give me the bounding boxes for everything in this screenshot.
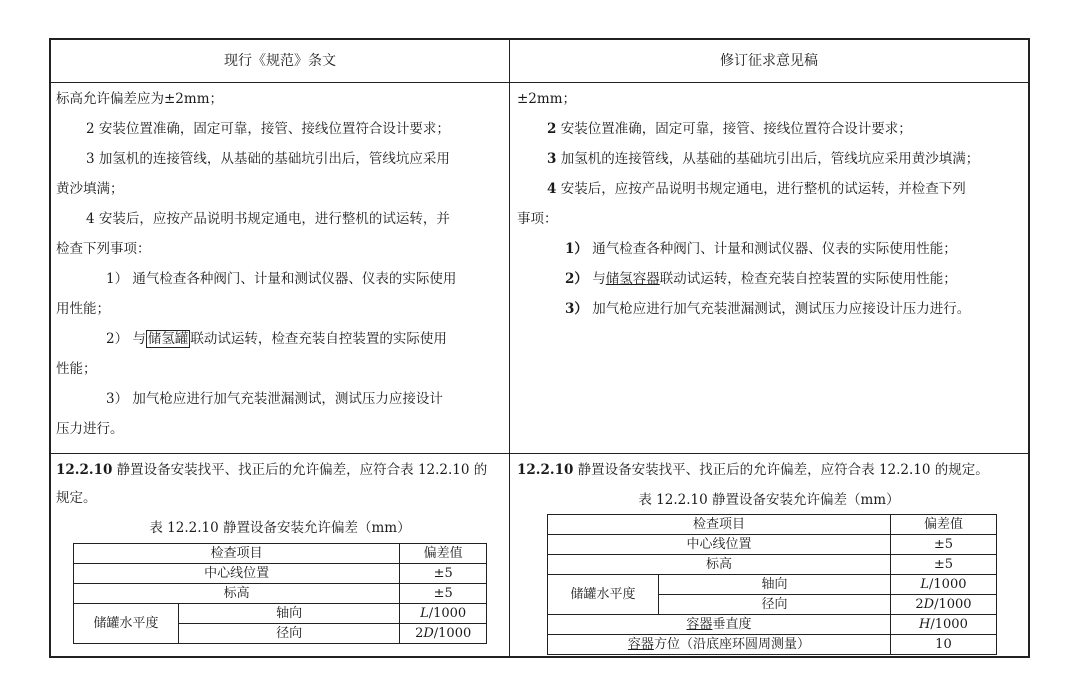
- table-row: [74, 604, 487, 624]
- cell-text: 方位（沿底座环圆周测量）: [653, 636, 810, 652]
- table-cell: 中心线位置: [74, 564, 400, 584]
- text-line: [56, 324, 506, 354]
- table-cell: [400, 624, 487, 644]
- clause-number: 12.2.10: [56, 462, 113, 478]
- value-text: /1000: [930, 616, 968, 632]
- comparison-table: [49, 38, 1030, 658]
- table-row: [74, 544, 487, 564]
- text-line: [517, 264, 1027, 294]
- item-number: 3）: [565, 301, 588, 317]
- table-cell: 径向: [179, 624, 400, 644]
- value-text: /1000: [428, 605, 467, 621]
- item-number: 2: [547, 121, 557, 137]
- table-cell: [890, 595, 996, 615]
- table-row: [548, 575, 997, 595]
- table-header-cell: 检查项目: [548, 515, 891, 535]
- text-line: 事项：: [517, 211, 558, 227]
- variable: H: [919, 616, 931, 632]
- table-row: [548, 615, 997, 635]
- clause-text: 静置设备安装找平、找正后的允许偏差，应符合表 12.2.10 的规定。: [573, 462, 989, 478]
- table-cell: [400, 604, 487, 624]
- left-table-caption: 表 12.2.10 静置设备安装允许偏差（mm）: [149, 520, 411, 536]
- table-header-cell: 偏差值: [890, 515, 996, 535]
- table-cell: 径向: [659, 595, 891, 615]
- current-clause-text: [56, 84, 506, 444]
- variable: L: [420, 605, 429, 621]
- underlined-term: 容器: [627, 636, 654, 652]
- variable: D: [923, 596, 935, 612]
- table-row: [548, 635, 997, 655]
- cell-text: 垂直度: [712, 616, 752, 632]
- clause-number: 12.2.10: [517, 462, 574, 478]
- table-cell: ±5: [890, 555, 996, 575]
- value-text: 2: [415, 625, 424, 641]
- revised-clause-12-2-10: [517, 456, 1027, 484]
- item-prefix: 与: [587, 271, 606, 287]
- item-text: 联动试运转，检查充装自控装置的实际使用: [190, 331, 447, 347]
- item-number: 1）: [565, 241, 588, 257]
- item-text: 安装位置准确，固定可靠，接管、接线位置符合设计要求；: [556, 121, 912, 137]
- table-cell: [548, 615, 891, 635]
- text-line: 压力进行。: [56, 421, 124, 437]
- item-number: 3: [547, 151, 557, 167]
- text-line: 4 安装后，应按产品说明书规定通电，进行整机的试运转，并: [86, 211, 450, 227]
- value-text: /1000: [433, 625, 472, 641]
- item-prefix: 2） 与: [106, 331, 146, 347]
- table-cell: 中心线位置: [548, 535, 891, 555]
- table-cell: 轴向: [179, 604, 400, 624]
- underlined-term: 容器: [686, 616, 713, 632]
- text-line: [517, 294, 1027, 324]
- value-text: 2: [915, 596, 924, 612]
- table-cell: ±5: [400, 564, 487, 584]
- table-row: [548, 555, 997, 575]
- table-cell: 标高: [74, 584, 400, 604]
- revised-clause-text: [517, 84, 1027, 324]
- variable: L: [920, 576, 930, 592]
- table-row: [548, 515, 997, 535]
- text-line: 3） 加气枪应进行加气充装泄漏测试，测试压力应接设计: [106, 391, 443, 407]
- left-deviation-table: [73, 543, 487, 644]
- right-column-header: 修订征求意见稿: [720, 53, 818, 69]
- table-cell: 储罐水平度: [74, 604, 179, 644]
- table-row: [74, 584, 487, 604]
- clause-text: 静置设备安装找平、找正后的允许偏差，应符合表 12.2.10 的: [112, 462, 488, 478]
- text-line: 检查下列事项：: [56, 241, 151, 257]
- table-row: [548, 535, 997, 555]
- text-line: ±2mm；: [517, 91, 577, 107]
- table-cell: [548, 635, 891, 655]
- table-cell: 储罐水平度: [548, 575, 659, 615]
- table-header-cell: 检查项目: [74, 544, 400, 564]
- value-text: /1000: [929, 576, 967, 592]
- text-line: 3 加氢机的连接管线，从基础的基础坑引出后，管线坑应采用: [86, 151, 450, 167]
- item-text: 加气枪应进行加气充装泄漏测试，测试压力应接设计压力进行。: [587, 301, 971, 317]
- table-cell: ±5: [400, 584, 487, 604]
- item-number: 4: [547, 181, 557, 197]
- item-text: 安装后，应按产品说明书规定通电，进行整机的试运转，并检查下列: [556, 181, 966, 197]
- text-line: 黄沙填满；: [56, 181, 124, 197]
- table-cell: ±5: [890, 535, 996, 555]
- table-cell: [890, 615, 996, 635]
- current-clause-12-2-10: [56, 456, 506, 512]
- underlined-term: 储氢容器: [605, 271, 660, 287]
- text-line: 性能；: [56, 361, 97, 377]
- item-text: 通气检查各种阀门、计量和测试仪器、仪表的实际使用性能；: [587, 241, 957, 257]
- row-divider: [51, 453, 1028, 454]
- text-line: 1） 通气检查各种阀门、计量和测试仪器、仪表的实际使用: [106, 271, 457, 287]
- item-text: 加氢机的连接管线，从基础的基础坑引出后，管线坑应采用黄沙填满；: [556, 151, 980, 167]
- value-text: /1000: [934, 596, 972, 612]
- item-number: 2）: [565, 271, 588, 287]
- text-line: [517, 144, 1027, 174]
- boxed-term: 储氢罐: [147, 331, 189, 347]
- variable: D: [423, 625, 434, 641]
- item-text: 联动试运转，检查充装自控装置的实际使用性能；: [659, 271, 957, 287]
- table-cell: 标高: [548, 555, 891, 575]
- text-line: 标高允许偏差应为±2mm；: [56, 91, 224, 107]
- text-line: [56, 456, 506, 484]
- text-line: [517, 234, 1027, 264]
- text-line: [517, 174, 1027, 204]
- column-divider: [509, 40, 510, 656]
- text-line: 规定。: [56, 490, 97, 506]
- right-deviation-table: [547, 514, 997, 655]
- text-line: [517, 456, 1027, 484]
- table-cell: 10: [890, 635, 996, 655]
- text-line: [517, 114, 1027, 144]
- text-line: 2 安装位置准确，固定可靠，接管、接线位置符合设计要求；: [86, 121, 450, 137]
- left-column-header: 现行《规范》条文: [224, 53, 336, 69]
- table-header-cell: 偏差值: [400, 544, 487, 564]
- table-cell: 轴向: [659, 575, 891, 595]
- table-row: [74, 564, 487, 584]
- table-cell: [890, 575, 996, 595]
- text-line: 用性能；: [56, 301, 110, 317]
- right-table-caption: 表 12.2.10 静置设备安装允许偏差（mm）: [638, 492, 900, 508]
- header-divider: [51, 82, 1028, 83]
